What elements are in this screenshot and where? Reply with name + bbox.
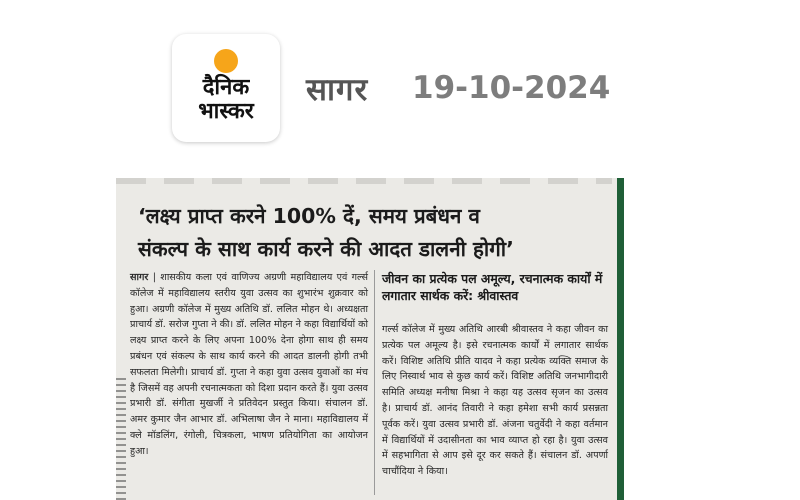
- clipping-left-edge: [116, 378, 126, 500]
- article-subheadline: जीवन का प्रत्येक पल अमूल्य, रचनात्मक कार्यों में लगातार सार्थक करें: श्रीवास्तव: [382, 271, 603, 303]
- article-body-left: | शासकीय कला एवं वाणिज्य अग्रणी महाविद्यालय एवं गर्ल्स कॉलेज में महाविद्यालय स्तरीय युवा उत्सव का शुभारंभ शुक्रवार को हुआ। अग्रणी कॉलेज में मुख्य अतिथि डॉ. ललित मोहन थे। अध्यक्षता प्राचार्य डॉ. सरोज गुप्ता ने की। डॉ. ललित मोहन ने कहा विद्यार्थियों को लक्ष्य प्राप्त करने के लिए अपना 100% देना होगा साथ ही समय प्रबंधन एवं संकल्प के साथ कार्य करने की आदत डालनी होगी तभी सफलता मिलेगी। प्राचार्य डॉ. गुप्ता ने कहा युवा उत्सव युवाओं का मंच है जिसमें वह अपनी रचनात्मकता को दिशा प्रदान करते हैं। युवा उत्सव प्रभारी डॉ. संगीता मुखर्जी ने प्रतिवेदन प्रस्तुत किया। संचालन डॉ. अमर कुमार जैन आभार डॉ. अभिलाषा जैन ने माना। महाविद्यालय में क्ले मॉडलिंग, रंगोली, चित्रकला, भाषण प्रतियोगिता का आयोजन हुआ।: [130, 272, 368, 457]
- newspaper-clipping: [116, 178, 624, 500]
- sun-dot-icon: [214, 49, 238, 73]
- clipping-top-edge: [116, 178, 612, 184]
- logo-word-dainik: दैनिक: [202, 75, 250, 100]
- edition-date: 19-10-2024: [412, 70, 611, 106]
- green-accent-bar: [617, 178, 624, 500]
- dainik-bhaskar-logo: [172, 34, 280, 142]
- article-body-right: गर्ल्स कॉलेज में मुख्य अतिथि आरबी श्रीवास्तव ने कहा जीवन का प्रत्येक पल अमूल्य है। इसे रचनात्मक कार्यों में लगातार सार्थक करें। विशिष्ट अतिथि प्रीति यादव ने कहा प्रत्येक व्यक्ति समाज के लिए निस्वार्थ भाव से कुछ कार्य करें। विशिष्ट अतिथि जनभागीदारी समिति अध्यक्ष मनीषा मिश्रा ने कहा यह उत्सव सृजन का उत्सव है। प्राचार्य डॉ. आनंद तिवारी ने कहा हमेशा सभी कार्य प्रसन्नता पूर्वक करें। युवा उत्सव प्रभारी डॉ. अंजना चतुर्वेदी ने कहा वर्तमान में विद्यार्थियों में उदासीनता का भाव व्याप्त हो रहा है। युवा उत्सव में सहभागिता से आप इसे दूर कर सकते हैं। संचालन डॉ. अपर्णा चाचौंदिया ने किया।: [382, 324, 608, 478]
- article-column-left: [130, 270, 368, 460]
- edition-city: सागर: [306, 72, 369, 108]
- logo-word-bhaskar: भास्कर: [198, 99, 254, 124]
- article-headline: [138, 200, 618, 266]
- column-divider: [374, 270, 375, 495]
- headline-line-1: ‘लक्ष्य प्राप्त करने 100% दें, समय प्रबंधन व: [138, 204, 480, 228]
- headline-line-2: संकल्प के साथ कार्य करने की आदत डालनी होगी’: [138, 237, 514, 261]
- dateline: सागर: [130, 272, 149, 283]
- article-column-right: [382, 322, 608, 480]
